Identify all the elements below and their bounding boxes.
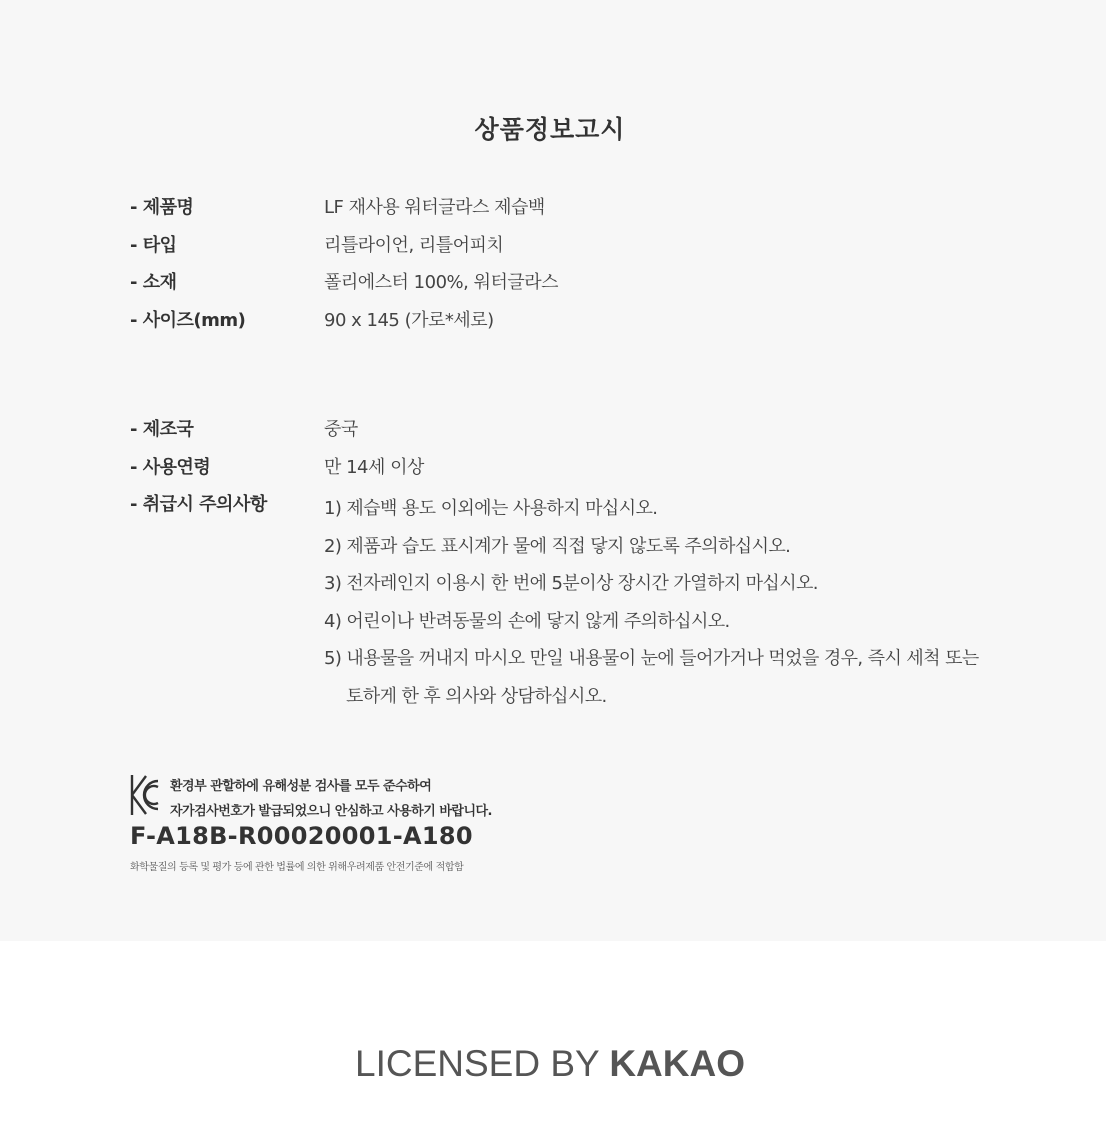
brand-logo-text: KAKAO [609,1043,745,1084]
product-info-list-secondary [130,415,1010,715]
caution-list [324,490,1010,715]
info-label: - 취급시 주의사항 [130,494,267,515]
caution-item: 3) 전자레인지 이용시 한 번에 5분이상 장시간 가열하지 마십시오. [324,573,818,594]
info-row-size [130,306,1010,344]
info-label: - 소재 [130,272,177,293]
kc-certification-icon [130,772,160,818]
info-row-country [130,415,1010,453]
kc-compliance-note: 화학물질의 등록 및 평가 등에 관한 법률에 의한 위해우려제품 안전기준에 적합함 [130,862,464,873]
info-row-type [130,231,1010,269]
page-title: 상품정보고시 [474,115,626,144]
info-label: - 제조국 [130,419,194,440]
product-info-list [130,193,1010,343]
kc-certification-code: F-A18B-R00020001-A180 [130,822,473,850]
info-row-product-name [130,193,1010,231]
kc-certification [130,772,730,882]
kc-text-line-1: 환경부 관할하에 유해성분 검사를 모두 준수하여 [170,779,432,794]
info-value: 리틀라이언, 리틀어피치 [324,234,504,256]
caution-item-continuation: 토하게 한 후 의사와 상담하십시오. [346,685,607,707]
license-footer [0,1043,1100,1085]
caution-item: 2) 제품과 습도 표시계가 물에 직접 닿지 않도록 주의하십시오. [324,535,791,557]
licensed-by-text: LICENSED BY [355,1043,600,1084]
info-label: - 제품명 [130,197,194,218]
caution-item: 1) 제습백 용도 이외에는 사용하지 마십시오. [324,498,658,519]
caution-item-text: 5) 내용물을 꺼내지 마시오 만일 내용물이 눈에 들어가거나 먹었을 경우, 즉시 세척 또는 [324,648,979,669]
caution-item [324,640,1010,715]
info-value: 만 14세 이상 [324,456,424,478]
info-value: 폴리에스터 100%, 워터글라스 [324,272,559,293]
info-value: LF 재사용 워터글라스 제습백 [324,197,545,218]
info-row-caution [130,490,1010,715]
info-label: - 타입 [130,234,177,256]
info-row-age [130,453,1010,491]
info-label: - 사이즈(mm) [130,309,246,331]
info-row-material [130,268,1010,306]
info-value: 중국 [324,419,358,440]
caution-item: 4) 어린이나 반려동물의 손에 닿지 않게 주의하십시오. [324,610,730,632]
info-value: 90 x 145 (가로*세로) [324,309,494,331]
info-label: - 사용연령 [130,456,211,478]
kc-text-line-2: 자가검사번호가 발급되었으니 안심하고 사용하기 바랍니다. [170,804,492,819]
